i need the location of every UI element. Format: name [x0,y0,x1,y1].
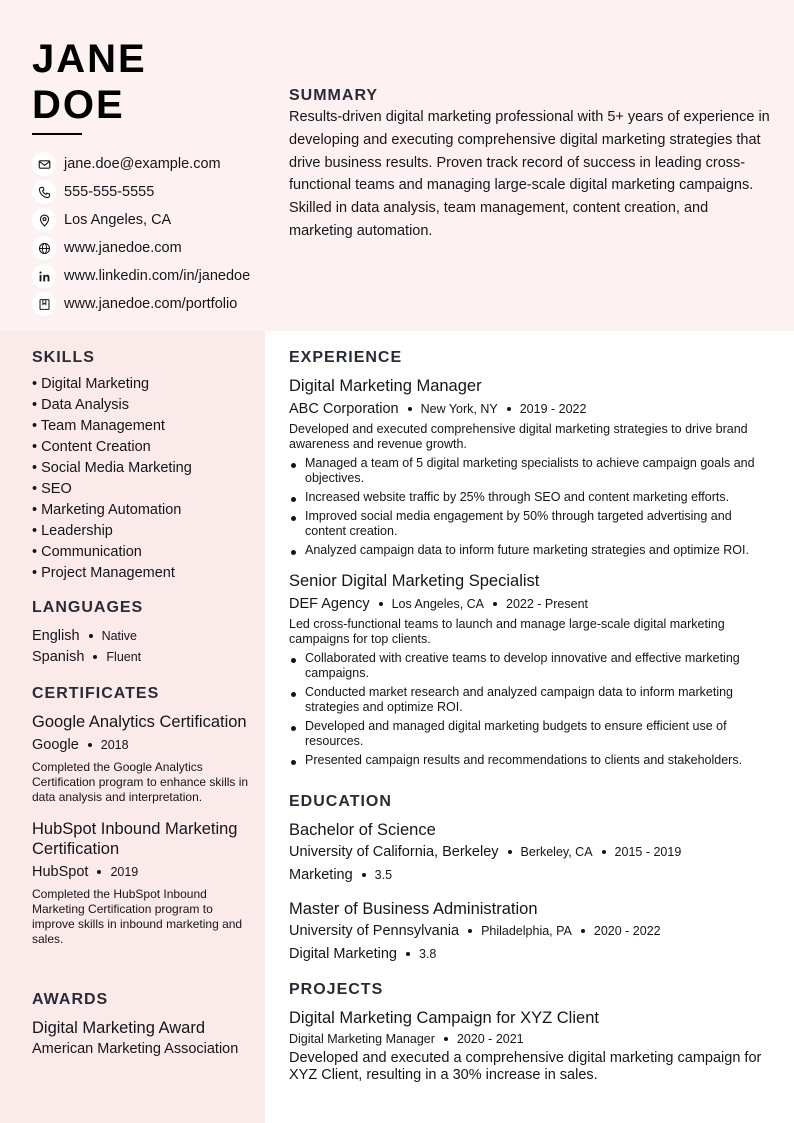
project-name: Digital Marketing Campaign for XYZ Client [289,1009,599,1027]
education-entry [289,820,771,886]
certificate-name: HubSpot Inbound Marketing Certification [32,820,238,858]
name-divider [32,133,82,135]
section-title: LANGUAGES [32,599,144,616]
contact-email[interactable] [32,150,267,178]
job-dates: 2019 - 2022 [519,402,587,416]
skills-section [32,348,252,584]
separator-dot [468,929,472,933]
phone-icon [32,180,56,204]
last-name: DOE [32,83,125,127]
separator-dot [406,952,410,956]
separator-dot [89,634,93,638]
school-name: University of California, Berkeley [289,844,499,860]
section-title: EXPERIENCE [289,349,403,366]
award-organization: American Marketing Association [32,1041,239,1057]
project-role: Digital Marketing Manager [289,1032,435,1046]
job-description: Developed and executed comprehensive digital marketing strategies to drive brand awareness and revenue growth. [289,422,748,451]
certificate-meta [32,861,252,883]
language-row [32,646,252,667]
job-dates: 2022 - Present [506,597,589,611]
projects-section [289,980,771,1084]
languages-list [32,625,252,667]
list-item: • Social Media Marketing [32,460,192,476]
separator-dot [408,407,412,411]
list-item: • Data Analysis [32,397,129,413]
list-item: Increased website traffic by 25% through SEO and content marketing efforts. [289,490,771,505]
language-level: Native [101,628,137,643]
list-item: • Content Creation [32,439,151,455]
contact-text: Los Angeles, CA [64,212,172,228]
education-field-row [289,864,771,886]
contact-portfolio[interactable] [32,290,267,318]
experience-section [289,348,771,772]
certificate-year: 2018 [100,738,129,752]
degree-name: Bachelor of Science [289,821,436,839]
list-item: • Leadership [32,523,113,539]
project-description: Developed and executed a comprehensive digital marketing campaign for XYZ Client, resulting in a 30% increase in sales. [289,1050,762,1083]
certificate-year: 2019 [110,865,139,879]
list-item: • Marketing Automation [32,502,182,518]
education-section [289,792,771,965]
bookmark-icon [32,292,56,316]
education-dates: 2015 - 2019 [614,845,682,859]
gpa: 3.5 [374,868,393,882]
separator-dot [93,655,97,659]
project-meta [289,1029,771,1049]
summary-section [289,86,771,243]
job-company: ABC Corporation [289,401,399,417]
contact-text: www.janedoe.com [64,240,182,256]
certificate-name: Google Analytics Certification [32,713,247,731]
separator-dot [508,850,512,854]
awards-section [32,990,252,1058]
list-item: • Project Management [32,565,175,581]
field-of-study: Marketing [289,867,353,883]
section-title: EDUCATION [289,793,392,810]
job-location: Los Angeles, CA [391,597,485,611]
certificates-section [32,684,252,947]
education-dates: 2020 - 2022 [593,924,661,938]
list-item: Developed and managed digital marketing budgets to ensure efficient use of resources. [289,719,771,749]
job-location: New York, NY [420,402,498,416]
certificate-description: Completed the Google Analytics Certification program to enhance skills in data analysis and interpretation. [32,760,249,804]
certificate-issuer: Google [32,737,79,753]
job-title: Senior Digital Marketing Specialist [289,572,540,590]
linkedin-icon [32,264,56,288]
job-title: Digital Marketing Manager [289,377,482,395]
job-entry [289,571,771,768]
school-location: Philadelphia, PA [481,924,572,938]
job-company: DEF Agency [289,596,370,612]
contact-text: www.linkedin.com/in/janedoe [64,268,251,284]
separator-dot [507,407,511,411]
contact-linkedin[interactable] [32,262,267,290]
languages-section [32,598,252,667]
contact-text: jane.doe@example.com [64,156,221,172]
globe-icon [32,236,56,260]
list-item: • Digital Marketing [32,376,150,392]
contact-phone[interactable] [32,178,267,206]
separator-dot [602,850,606,854]
skills-list [32,374,252,584]
list-item: • SEO [32,481,72,497]
job-meta [289,399,771,419]
language-row [32,625,252,646]
job-bullets [289,456,771,558]
certificate-meta [32,734,252,756]
list-item: • Team Management [32,418,165,434]
list-item: Conducted market research and analyzed campaign data to inform marketing strategies and optimize ROI. [289,685,771,715]
section-title: SUMMARY [289,87,379,104]
list-item: Collaborated with creative teams to develop innovative and effective marketing campaigns. [289,651,771,681]
separator-dot [444,1037,448,1041]
education-field-row [289,943,771,965]
certificate-item [32,819,252,947]
certificate-item [32,712,252,805]
job-description: Led cross-functional teams to launch and manage large-scale digital marketing campaigns for top clients. [289,617,725,646]
school-name: University of Pennsylvania [289,923,460,939]
list-item: Managed a team of 5 digital marketing specialists to achieve campaign goals and objectives. [289,456,771,486]
certificate-issuer: HubSpot [32,864,89,880]
separator-dot [97,870,101,874]
summary-text: Results-driven digital marketing professional with 5+ years of experience in developing and executing comprehensive digital marketing strategies that drive business results. Proven track record of success in leading cross-functional teams and managing large-scale digital marketing campaigns. Skilled in data analysis, team management, content creation, and marketing automation. [289,109,770,239]
location-pin-icon [32,208,56,232]
language-name: English [32,627,80,644]
contact-text: www.janedoe.com/portfolio [64,296,238,312]
separator-dot [379,602,383,606]
contact-text: 555-555-5555 [64,184,155,200]
list-item: Improved social media engagement by 50% through targeted advertising and content creation. [289,509,771,539]
section-title: PROJECTS [289,981,384,998]
list-item: • Communication [32,544,142,560]
list-item: Analyzed campaign data to inform future marketing strategies and optimize ROI. [289,543,771,558]
job-meta [289,594,771,614]
field-of-study: Digital Marketing [289,946,397,962]
certificate-description: Completed the HubSpot Inbound Marketing Certification program to improve skills in inbound marketing and sales. [32,887,243,946]
contact-list [32,150,267,318]
language-name: Spanish [32,648,85,665]
contact-location [32,206,267,234]
school-location: Berkeley, CA [520,845,593,859]
separator-dot [88,743,92,747]
project-dates: 2020 - 2021 [456,1032,524,1046]
language-level: Fluent [106,649,142,664]
section-title: AWARDS [32,991,109,1008]
list-item: Presented campaign results and recommendations to clients and stakeholders. [289,753,771,768]
separator-dot [493,602,497,606]
award-name: Digital Marketing Award [32,1019,206,1037]
job-entry [289,376,771,558]
job-bullets [289,651,771,768]
separator-dot [362,873,366,877]
section-title: CERTIFICATES [32,685,160,702]
degree-name: Master of Business Administration [289,900,538,918]
first-name: JANE [32,37,147,81]
candidate-name [32,36,147,128]
section-title: SKILLS [32,349,95,366]
separator-dot [581,929,585,933]
contact-website[interactable] [32,234,267,262]
education-meta [289,920,771,942]
education-meta [289,841,771,863]
gpa: 3.8 [419,947,437,961]
mail-icon [32,152,56,176]
education-entry [289,899,771,965]
